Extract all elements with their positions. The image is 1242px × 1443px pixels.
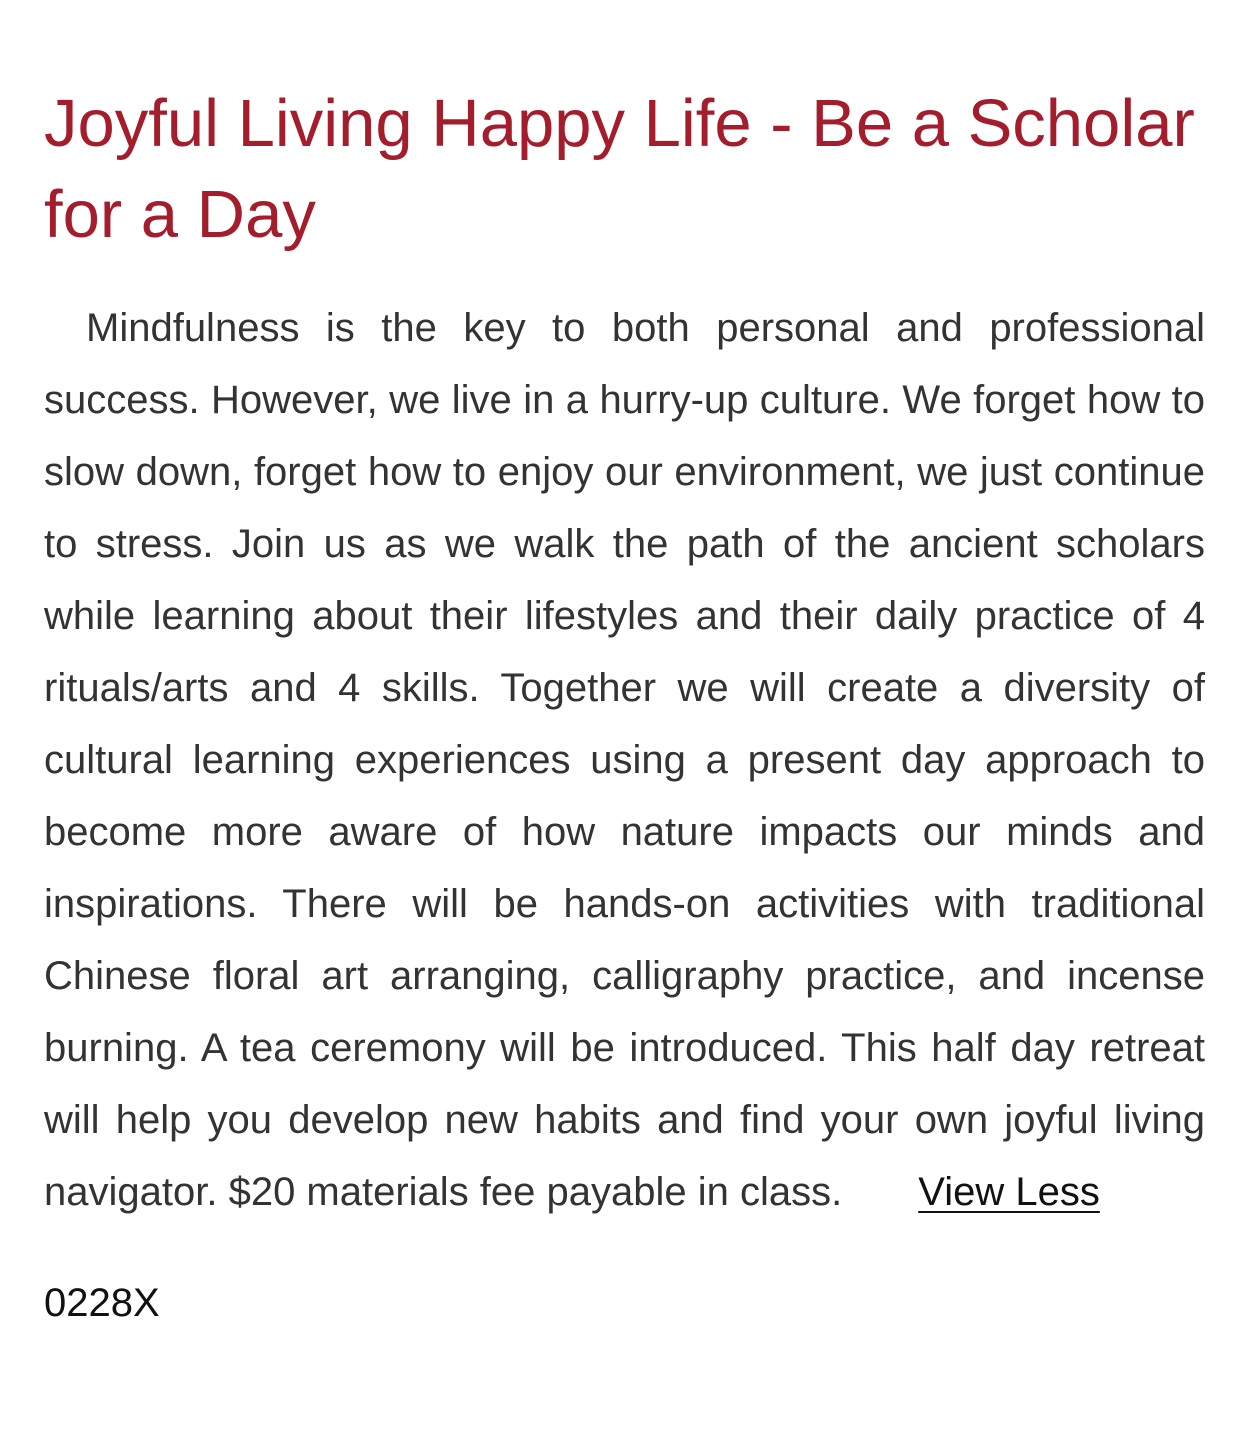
course-description-text: Mindfulness is the key to both personal and professional success. However, we live in a hurry-up culture. We forget how to slow down, forget how to enjoy our environment, we just continue to stress. Join us as we walk the path of the ancient scholars while learning about their lifestyles and their daily practice of 4 rituals/arts and 4 skills. Together we will create a diversity of cultural learning experiences using a present day approach to become more aware of how nature impacts our minds and inspirations. There will be hands-on activities with traditional Chinese floral art arranging, calligraphy practice, and incense burning. A tea ceremony will be introduced. This half day retreat will help you develop new habits and find your own joyful living navigator. $20 materials fee payable in class. [44,306,1205,1214]
course-detail [44,0,1205,1328]
course-code: 0228X [44,1281,160,1325]
course-description [44,292,1205,1228]
view-less-link[interactable]: View Less [918,1170,1100,1214]
course-title: Joyful Living Happy Life - Be a Scholar for a Day [44,86,1195,252]
